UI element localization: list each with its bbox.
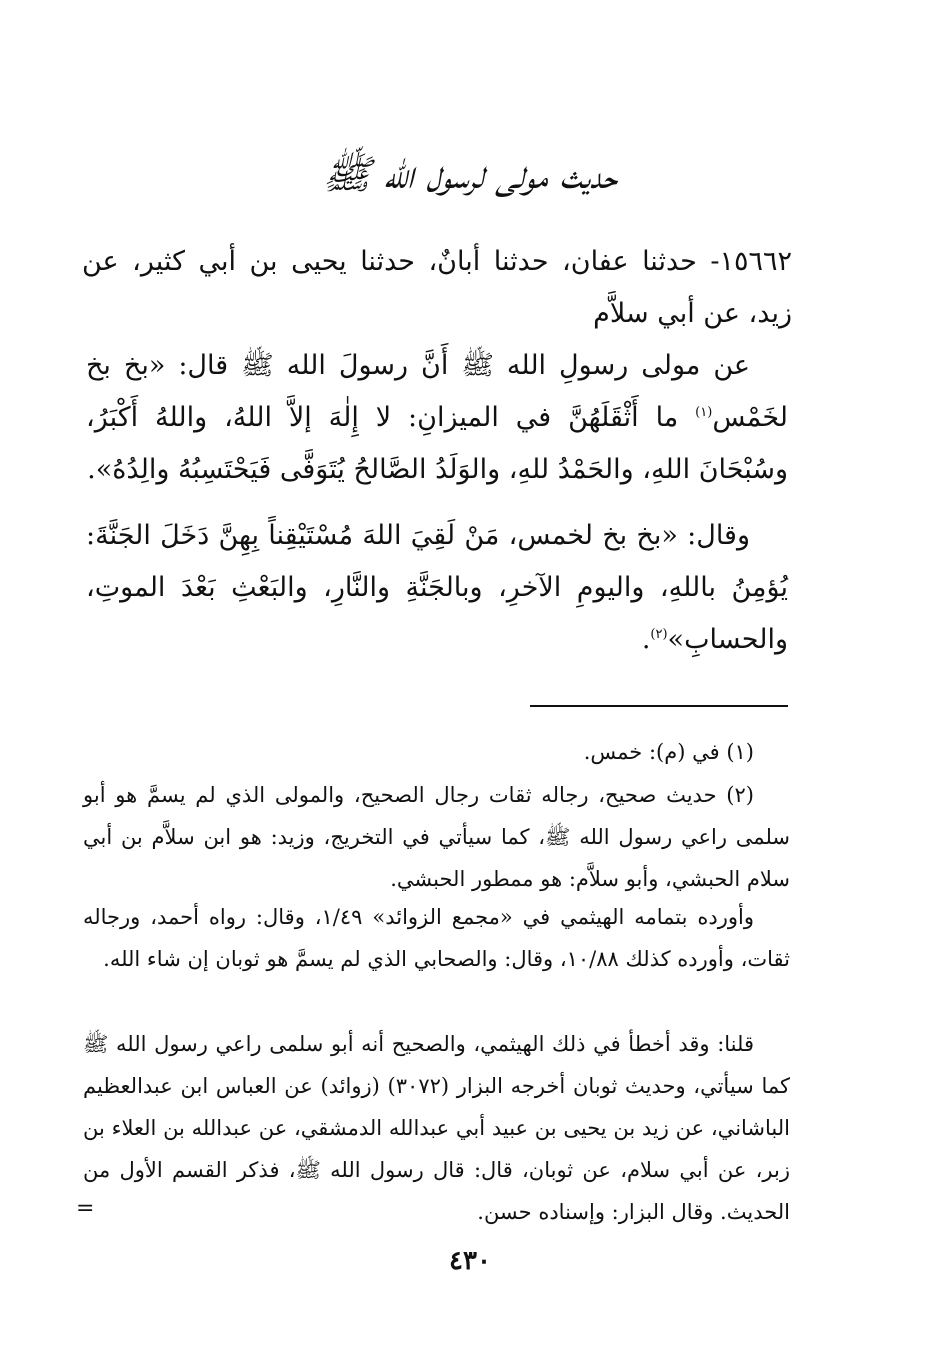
footnote-ref-2: (٢) <box>650 627 668 642</box>
footnote-separator <box>530 705 788 707</box>
matn-2-text-a: وقال: «بخ بخ لخمس، مَنْ لَقِيَ اللهَ مُسْتَيْقِناً بِهِنَّ دَخَلَ الجَنَّةَ: يُؤمِنُ باللهِ، واليومِ الآخرِ، وبالجَنَّةِ والنَّارِ، والبَعْثِ بَعْدَ الموتِ، والحسابِ» <box>86 520 788 655</box>
footnote-2: (٢) حديث صحيح، رجاله ثقات رجال الصحيح، والمولى الذي لم يسمَّ هو أبو سلمى راعي رسول الله ﷺ، كما سيأتي في التخريج، وزيد: هو ابن سلاَّم بن أبي سلام الحبشي، وأبو سلاَّم: هو ممطور الحبشي. <box>83 783 790 891</box>
continuation-mark: = <box>76 1196 95 1221</box>
matn-2-text-b: . <box>641 624 651 655</box>
hadith-matn-2 <box>86 510 788 666</box>
chapter-title: حديث مولى لرسول الله ﷺ <box>322 152 618 198</box>
page-number: ٤٣٠ <box>449 1246 491 1276</box>
hadith-matn-1 <box>86 340 788 496</box>
hadith-isnad: ١٥٦٦٢- حدثنا عفان، حدثنا أبانٌ، حدثنا يحيى بن أبي كثير، عن زيد، عن أبي سلاَّم <box>82 246 792 329</box>
footnote-ref-1: (١) <box>695 405 713 420</box>
matn-1-text-b: ما أَثْقَلَهُنَّ في الميزانِ: لا إِلٰهَ إلاَّ اللهُ، واللهُ أَكْبَرُ، وسُبْحَانَ اللهِ، والحَمْدُ للهِ، والوَلَدُ الصَّالحُ يُتَوَفَّى فَيَحْتَسِبُهُ والِدُهُ». <box>86 402 788 485</box>
footnote-2-paragraph-2: وأورده بتمامه الهيثمي في «مجمع الزوائد» ١/٤٩، وقال: رواه أحمد، ورجاله ثقات، وأورده كذلك ١٠/٨٨، وقال: والصحابي الذي لم يسمَّ هو ثوبان إن شاء الله. <box>83 905 790 971</box>
matn-1-text-a: عن مولى رسولِ الله ﷺ أَنَّ رسولَ الله ﷺ قال: «بخ بخ لخَمْس <box>86 350 788 433</box>
footnote-1: (١) في (م): خمس. <box>583 740 754 764</box>
footnote-2-paragraph-3: قلنا: وقد أخطأ في ذلك الهيثمي، والصحيح أنه أبو سلمى راعي رسول الله ﷺ كما سيأتي، وحديث ثوبان أخرجه البزار (٣٠٧٢) (زوائد) عن العباس ابن عبدالعظيم الباشاني، عن زيد بن يحيى بن عبيد أبي عبدالله الدمشقي، عن عبدالله بن العلاء بن زبر، عن أبي سلام، عن ثوبان، قال: قال رسول الله ﷺ، فذكر القسم الأول من الحديث. وقال البزار: وإسناده حسن. <box>83 1032 791 1224</box>
